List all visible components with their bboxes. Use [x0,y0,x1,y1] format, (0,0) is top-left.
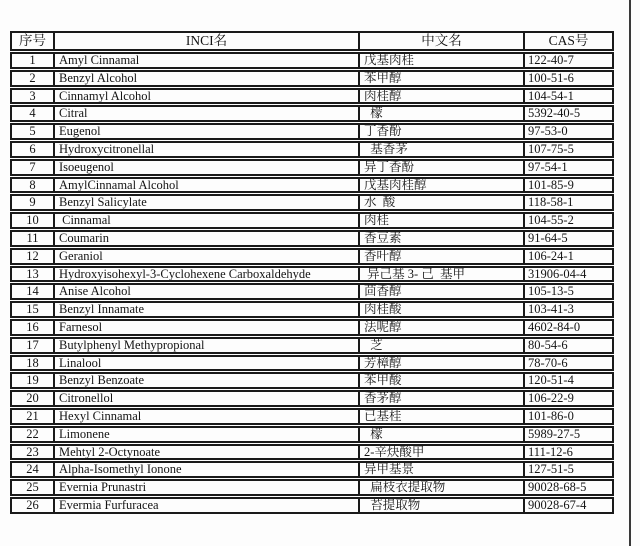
cell-cn: 香豆素 [360,232,525,245]
cell-no: 3 [12,90,55,103]
cell-cn: 苔提取物 [360,499,525,512]
header-inci: INCI名 [55,33,360,49]
cell-cas: 5392-40-5 [528,107,581,121]
cell-cas: 107-75-5 [528,142,574,156]
cell-cn: 扁枝衣提取物 [360,481,525,494]
table-row [10,301,614,318]
cell-inci: Hexyl Cinnamal [55,410,360,423]
cell-cn: 水 酸 [360,196,525,209]
cell-cn: 戊基肉桂醇 [360,179,525,192]
cell-inci: Cinnamal [55,214,360,227]
table-row [10,266,614,283]
cell-cn: 香叶醇 [360,250,525,263]
table-row [10,248,614,265]
cell-no: 20 [12,392,55,405]
cell-no: 19 [12,374,55,387]
cell-no: 16 [12,321,55,334]
cell-inci: Benzyl Salicylate [55,196,360,209]
cell-inci: Citronellol [55,392,360,405]
cell-cas: 101-86-0 [528,409,574,423]
cell-cas: 97-53-0 [528,125,568,138]
cell-cn: 2-辛炔酸甲 [360,446,525,459]
cell-cas: 127-51-5 [528,463,574,477]
cell-cas: 31906-04-4 [528,267,587,281]
cell-inci: Eugenol [55,125,360,138]
cell-inci: Evernia Prunastri [55,481,360,494]
cell-no: 7 [12,161,55,174]
cell-no: 17 [12,339,55,352]
table-row [10,390,614,407]
table-row [10,105,614,122]
cell-no: 22 [12,428,55,441]
cell-no: 2 [12,72,55,85]
table-row [10,319,614,336]
cell-cas: 103-41-3 [528,303,574,316]
cell-no: 6 [12,143,55,156]
table-row [10,177,614,194]
cell-no: 10 [12,214,55,227]
table-row [10,408,614,425]
cell-inci: Amyl Cinnamal [55,54,360,67]
cell-cn: 芝 [360,339,525,352]
cell-cn: 檬 [360,107,525,120]
cell-no: 25 [12,481,55,494]
cell-cn: 基香茅 [360,143,525,156]
cell-inci: Limonene [55,428,360,441]
table-row [10,355,614,372]
cell-cn: 肉桂 [360,214,525,227]
cell-no: 23 [12,446,55,459]
table-row [10,212,614,229]
cell-cas: 100-51-6 [528,71,574,85]
table-header-row [10,31,614,51]
table-row [10,230,614,247]
table-row [10,52,614,69]
table-row [10,497,614,514]
table-row [10,141,614,158]
cell-cas: 118-58-1 [528,196,574,210]
cell-inci: Linalool [55,357,360,370]
cell-cas: 80-54-6 [528,338,568,352]
cell-cas: 106-22-9 [528,392,574,405]
page-edge-line [629,0,631,546]
cell-inci: Coumarin [55,232,360,245]
cell-no: 14 [12,285,55,298]
header-no: 序号 [12,33,55,49]
cell-inci: Citral [55,107,360,120]
cell-no: 26 [12,499,55,512]
cell-cn: 肉桂酸 [360,303,525,316]
cell-cas: 90028-68-5 [528,481,587,494]
cell-cas: 97-54-1 [528,160,568,174]
table-row [10,194,614,211]
cell-no: 12 [12,250,55,263]
cell-no: 21 [12,410,55,423]
cell-cn: 苯甲醇 [360,72,525,85]
cell-inci: Hydroxycitronellal [55,143,360,156]
cell-cn: 香茅醇 [360,392,525,405]
cell-no: 11 [12,232,55,245]
table-row [10,88,614,105]
cell-cn: 异甲基景 [360,463,525,476]
cell-no: 15 [12,303,55,316]
cell-cas: 111-12-6 [528,445,573,459]
cell-no: 24 [12,463,55,476]
table-row [10,426,614,443]
cell-cn: 异己基 3- 己 基甲 [360,268,525,281]
cell-cn: 已基桂 [360,410,525,423]
cell-cas: 104-54-1 [528,89,574,103]
table-row [10,337,614,354]
cell-cas: 91-64-5 [528,231,568,245]
cell-inci: Geraniol [55,250,360,263]
cell-inci: Hydroxyisohexyl-3-Cyclohexene Carboxaldehyde [55,268,360,281]
cell-cn: 异丁香酚 [360,161,525,174]
cell-cn: 肉桂醇 [360,90,525,103]
cell-cn: 檬 [360,428,525,441]
cell-inci: Farnesol [55,321,360,334]
cell-cas: 106-24-1 [528,249,574,263]
cell-inci: Benzyl Alcohol [55,72,360,85]
cell-inci: AmylCinnamal Alcohol [55,179,360,192]
table-row [10,372,614,389]
cell-inci: Isoeugenol [55,161,360,174]
cell-no: 1 [12,54,55,67]
header-cas: CAS号 [548,33,589,48]
cell-cas: 120-51-4 [528,374,574,388]
cell-cas: 122-40-7 [528,54,574,67]
header-cn: 中文名 [360,33,525,49]
cell-no: 5 [12,125,55,138]
cell-cn: 芳樟醇 [360,357,525,370]
table-row [10,283,614,300]
cell-inci: Benzyl Innamate [55,303,360,316]
cell-no: 4 [12,107,55,120]
cell-cas: 4602-84-0 [528,320,581,334]
cell-no: 13 [12,268,55,281]
cell-inci: Butylphenyl Methypropional [55,339,360,352]
cell-cas: 101-85-9 [528,178,574,192]
table-row [10,479,614,496]
cell-inci: Evermia Furfuracea [55,499,360,512]
cell-no: 18 [12,357,55,370]
cell-cas: 104-55-2 [528,214,574,227]
table-row [10,159,614,176]
table-row [10,123,614,140]
cell-cn: 苯甲酸 [360,374,525,387]
table-row [10,444,614,461]
cell-no: 9 [12,196,55,209]
table-row [10,70,614,87]
cell-cn: 茴香醇 [360,285,525,298]
cell-inci: Benzyl Benzoate [55,374,360,387]
table-row [10,461,614,478]
cell-cn: 丁香酚 [360,125,525,138]
cell-no: 8 [12,179,55,192]
fragrance-allergen-table [10,31,614,514]
cell-inci: Anise Alcohol [55,285,360,298]
cell-inci: Cinnamyl Alcohol [55,90,360,103]
cell-cn: 法呢醇 [360,321,525,334]
cell-cas: 5989-27-5 [528,427,581,441]
cell-cn: 戊基肉桂 [360,54,525,67]
cell-cas: 90028-67-4 [528,498,587,512]
cell-inci: Alpha-Isomethyl Ionone [55,463,360,476]
cell-cas: 78-70-6 [528,356,568,370]
cell-cas: 105-13-5 [528,285,574,299]
cell-inci: Mehtyl 2-Octynoate [55,446,360,459]
